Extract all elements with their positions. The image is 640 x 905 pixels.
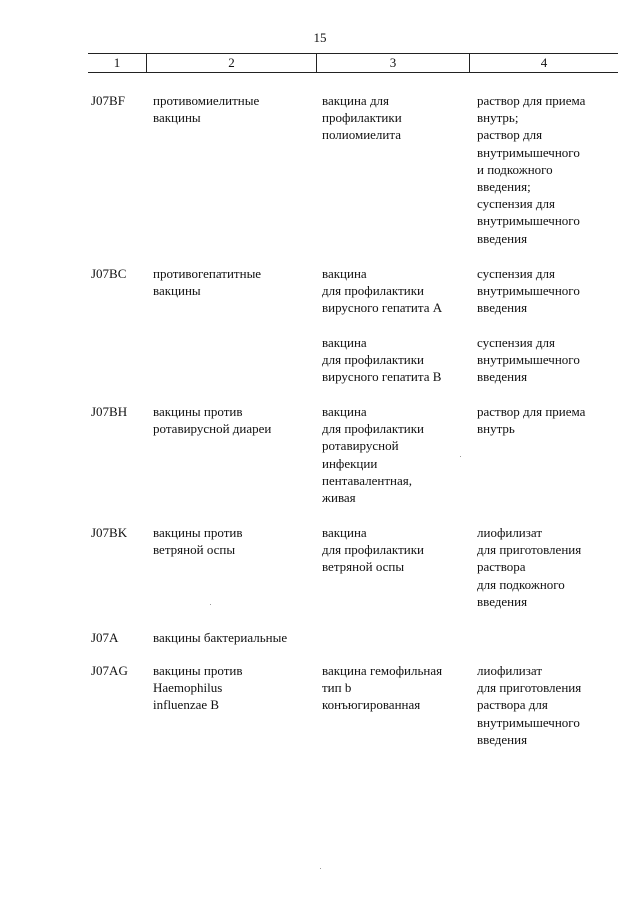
- atc-code: J07A: [91, 630, 119, 645]
- anatomical-group: противомиелитные вакцины: [153, 93, 260, 126]
- dosage-form: лиофилизат для приготовления раствора для подкожного введения: [477, 525, 582, 609]
- dosage-form: раствор для приема внутрь; раствор для внутримышечного и подкожного введения; суспензия для внутримышечного введения: [477, 93, 586, 246]
- dosage-form: лиофилизат для приготовления раствора для внутримышечного введения: [477, 663, 582, 747]
- table-header: [88, 53, 618, 73]
- page-number: 15: [313, 30, 327, 45]
- atc-code: J07BH: [91, 404, 128, 419]
- anatomical-group: вакцины против Haemophilus influenzae B: [153, 663, 243, 713]
- drug-name: вакцина для профилактики ветряной оспы: [322, 525, 424, 575]
- header-col-4: 4: [540, 55, 548, 70]
- drug-name: вакцина для профилактики ротавирусной инфекции пентавалентная, живая: [322, 404, 424, 506]
- dosage-form: суспензия для внутримышечного введения: [477, 335, 580, 385]
- anatomical-group: вакцины против ветряной оспы: [153, 525, 243, 558]
- drug-name: вакцина для профилактики вирусного гепатита А: [322, 266, 443, 316]
- atc-code: J07BF: [91, 93, 125, 108]
- atc-code: J07AG: [91, 663, 128, 678]
- dosage-form: суспензия для внутримышечного введения: [477, 266, 580, 316]
- atc-code: J07BK: [91, 525, 128, 540]
- header-col-3: 3: [389, 55, 397, 70]
- scan-speck: [320, 868, 321, 869]
- scan-speck: [460, 456, 461, 457]
- anatomical-group: вакцины против ротавирусной диареи: [153, 404, 272, 437]
- drug-name: вакцина для профилактики полиомиелита: [322, 93, 402, 143]
- drug-name: вакцина гемофильная тип b конъюгированная: [322, 663, 443, 713]
- anatomical-group: вакцины бактериальные: [153, 630, 288, 645]
- anatomical-group: противогепатитные вакцины: [153, 266, 262, 299]
- drug-name: вакцина для профилактики вирусного гепатита В: [322, 335, 442, 385]
- atc-code: J07BC: [91, 266, 127, 281]
- dosage-form: раствор для приема внутрь: [477, 404, 586, 437]
- header-col-2: 2: [228, 55, 235, 70]
- header-col-1: 1: [113, 55, 121, 70]
- scan-speck: [210, 604, 211, 605]
